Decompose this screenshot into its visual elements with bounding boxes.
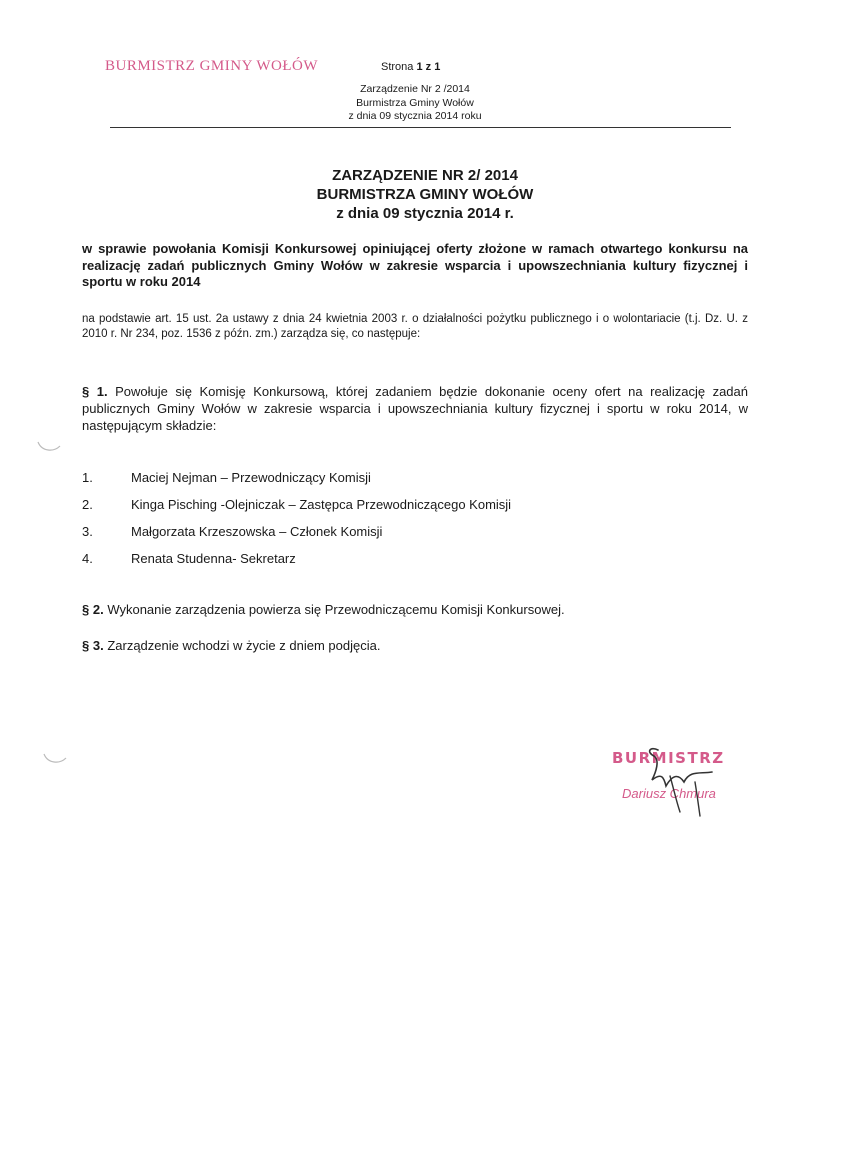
list-item [82,524,682,551]
list-item-text: Renata Studenna- Sekretarz [131,551,296,566]
handwritten-signature [640,742,730,822]
punch-hole-mark [36,440,62,454]
list-item-number: 1. [82,470,93,485]
list-item-text: Małgorzata Krzeszowska – Członek Komisji [131,524,383,539]
members-list [82,470,682,578]
list-item-number: 3. [82,524,93,539]
section-3-text: Zarządzenie wchodzi w życie z dniem podjęcia. [107,638,381,653]
title-line-1: ZARZĄDZENIE NR 2/ 2014 [332,167,518,184]
reference-line-1: Zarządzenie Nr 2 /2014 [360,83,470,95]
title-line-3: z dnia 09 stycznia 2014 r. [336,205,514,222]
section-3-mark: § 3. [82,638,104,653]
punch-hole-mark [42,752,68,766]
section-1-text: Powołuje się Komisję Konkursową, której zadaniem będzie dokonanie oceny ofert na realizację zadań publicznych Gminy Wołów w zakresie wsparcia i upowszechniania kultury fizycznej i sportu w roku 2014, w następującym składzie: [82,384,748,433]
reference-line-3: z dnia 09 stycznia 2014 roku [348,110,482,122]
section-2-mark: § 2. [82,602,104,617]
legal-basis-paragraph: na podstawie art. 15 ust. 2a ustawy z dnia 24 kwietnia 2003 r. o działalności pożytku publicznego i o wolontariacie (t.j. Dz. U. z 2010 r. Nr 234, poz. 1536 z późn. zm.) zarządza się, co następuje: [82,313,748,340]
document-reference [300,83,530,124]
reference-line-2: Burmistrza Gminy Wołów [356,96,474,109]
subject-paragraph: w sprawie powołania Komisji Konkursowej opiniującej oferty złożone w ramach otwartego konkursu na realizację zadań publicznych Gminy Wołów w zakresie wsparcia i upowszechniania kultury fizycznej i sportu w roku 2014 [82,241,748,289]
section-3 [82,638,748,653]
page-current: 1 [416,61,423,73]
section-1 [82,383,748,434]
section-2 [82,602,748,617]
page-total: 1 [434,61,441,73]
header-stamp: BURMISTRZ GMINY WOŁÓW [105,58,318,74]
header-divider [110,127,731,128]
section-2-text: Wykonanie zarządzenia powierza się Przewodniczącemu Komisji Konkursowej. [107,602,565,617]
page-of: z [425,61,432,73]
seal-role: BURMISTRZ [612,749,725,767]
list-item [82,497,682,524]
page-number [381,61,440,73]
list-item [82,470,682,497]
list-item [82,551,682,578]
document-title [200,166,650,223]
list-item-text: Kinga Pisching -Olejniczak – Zastępca Przewodniczącego Komisji [131,497,512,512]
list-item-text: Maciej Nejman – Przewodniczący Komisji [131,470,371,485]
list-item-number: 2. [82,497,93,512]
seal-name: Dariusz Chmura [622,786,716,801]
page-label: Strona [381,61,414,73]
list-item-number: 4. [82,551,93,566]
title-line-2: BURMISTRZA GMINY WOŁÓW [316,186,534,203]
section-1-mark: § 1. [82,384,108,399]
